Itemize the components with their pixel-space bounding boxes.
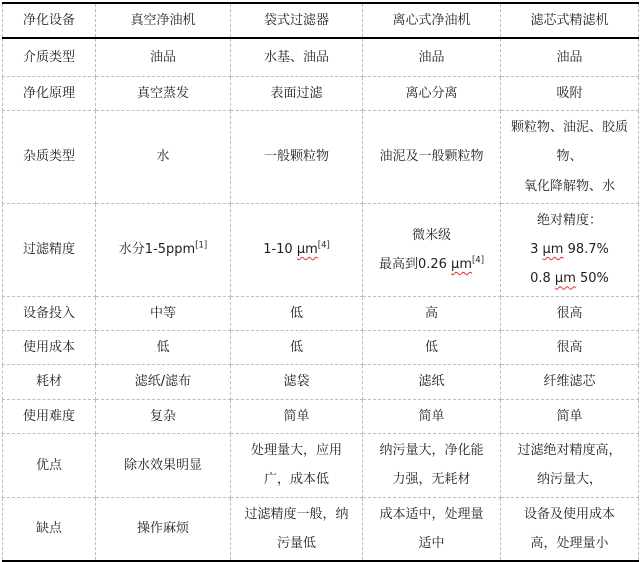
table-cell: 滤纸/滤布: [96, 365, 231, 399]
equipment-comparison-table: [2, 2, 639, 562]
table-row-equipment-investment: [3, 296, 639, 330]
table-cell: 水: [96, 111, 231, 204]
table-row-media-type: [3, 38, 639, 76]
table-cell: 低: [231, 331, 363, 365]
table-cell: 简单: [231, 399, 363, 433]
table-cell: 低: [363, 331, 501, 365]
table-cell: 吸附: [501, 76, 639, 110]
table-row-disadvantages: [3, 497, 639, 561]
header-row: [3, 3, 639, 38]
column-header-bag-filter: 袋式过滤器: [231, 3, 363, 38]
table-cell: 真空蒸发: [96, 76, 231, 110]
row-label: 耗材: [3, 365, 96, 399]
table-cell: 滤袋: [231, 365, 363, 399]
table-cell: 离心分离: [363, 76, 501, 110]
table-cell: 颗粒物、油泥、胶质物、 氧化降解物、水: [501, 111, 639, 204]
table-row-consumables: [3, 365, 639, 399]
row-label: 设备投入: [3, 296, 96, 330]
table-cell: 表面过滤: [231, 76, 363, 110]
row-label: 使用难度: [3, 399, 96, 433]
column-header-centrifugal-oil-purifier: 离心式净油机: [363, 3, 501, 38]
table-cell: 简单: [363, 399, 501, 433]
table-cell: 低: [231, 296, 363, 330]
table-cell: 微米级 最高到0.26 μm[4]: [363, 203, 501, 296]
row-label: 净化原理: [3, 76, 96, 110]
table-cell: 一般颗粒物: [231, 111, 363, 204]
row-label: 过滤精度: [3, 203, 96, 296]
row-label: 优点: [3, 433, 96, 497]
table-cell: 油泥及一般颗粒物: [363, 111, 501, 204]
column-header-vacuum-oil-purifier: 真空净油机: [96, 3, 231, 38]
table-cell: 简单: [501, 399, 639, 433]
table-row-purification-principle: [3, 76, 639, 110]
table-cell: 除水效果明显: [96, 433, 231, 497]
table-cell: 设备及使用成本 高，处理量小: [501, 497, 639, 561]
table-row-filtration-precision: [3, 203, 639, 296]
column-header-element-fine-filter: 滤芯式精滤机: [501, 3, 639, 38]
table-row-impurity-type: [3, 111, 639, 204]
table-cell: 过滤精度一般，纳 污量低: [231, 497, 363, 561]
table-cell: 成本适中，处理量 适中: [363, 497, 501, 561]
table-cell: 纤维滤芯: [501, 365, 639, 399]
table-cell: 复杂: [96, 399, 231, 433]
table-row-advantages: [3, 433, 639, 497]
table-cell: 油品: [96, 38, 231, 76]
table-cell: 处理量大，应用 广，成本低: [231, 433, 363, 497]
table-row-usage-cost: [3, 331, 639, 365]
row-label: 使用成本: [3, 331, 96, 365]
table-cell: 油品: [363, 38, 501, 76]
table-cell: 1-10 μm[4]: [231, 203, 363, 296]
table-cell: 水基、油品: [231, 38, 363, 76]
table-row-usage-difficulty: [3, 399, 639, 433]
table-cell: 中等: [96, 296, 231, 330]
table-cell: 很高: [501, 331, 639, 365]
table-cell: 低: [96, 331, 231, 365]
row-label: 缺点: [3, 497, 96, 561]
table-cell: 滤纸: [363, 365, 501, 399]
column-header-purification-equipment: 净化设备: [3, 3, 96, 38]
table-cell: 高: [363, 296, 501, 330]
table-cell: 操作麻烦: [96, 497, 231, 561]
table-cell: 油品: [501, 38, 639, 76]
table-cell: 水分1-5ppm[1]: [96, 203, 231, 296]
table-cell: 很高: [501, 296, 639, 330]
row-label: 介质类型: [3, 38, 96, 76]
table-cell: 绝对精度： 3 μm 98.7% 0.8 μm 50%: [501, 203, 639, 296]
table-cell: 纳污量大，净化能 力强，无耗材: [363, 433, 501, 497]
table-cell: 过滤绝对精度高， 纳污量大，: [501, 433, 639, 497]
row-label: 杂质类型: [3, 111, 96, 204]
